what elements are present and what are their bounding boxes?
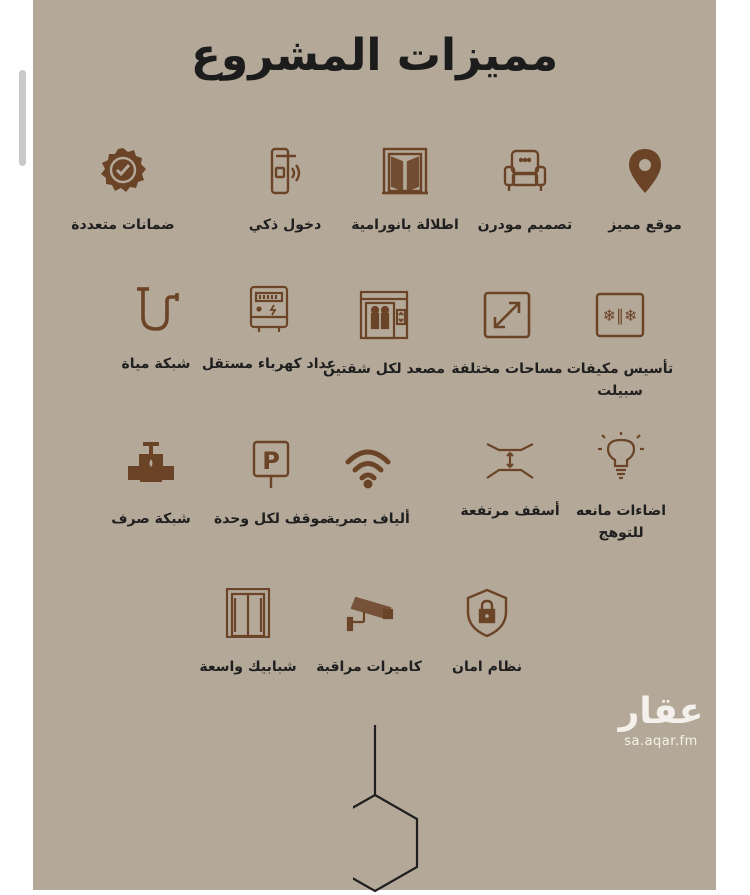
elevator-icon [359, 290, 409, 340]
scrollbar[interactable] [19, 70, 26, 166]
electric-meter-icon [244, 285, 294, 335]
guarantee-badge-icon [98, 146, 148, 196]
smart-lock-icon [260, 146, 310, 196]
security-shield-icon [462, 588, 512, 638]
lightbulb-icon [596, 432, 646, 482]
aqar-watermark [605, 690, 717, 749]
split-ac-icon [595, 290, 645, 340]
parking-sign-icon [246, 440, 296, 490]
svg-text:❄∥❄: ❄∥❄ [602, 306, 638, 325]
window-icon [380, 146, 430, 196]
resize-arrow-icon [482, 290, 532, 340]
sliding-window-icon [223, 588, 273, 638]
hexagon-pendant-decoration [353, 725, 453, 895]
water-pipe-icon [131, 285, 181, 335]
watermark-logo-text: عقار [618, 691, 704, 732]
features-poster: مميزات المشروع موقع مميز تصميم مودرن اطلالة بانورامية دخول ذكي ضمانات متعددة ❄∥❄ تأسيس مكيفات سبيلت مساحات مختلفة مصعد لكل شقتين عداد كهرباء مستقل شبكة مياة اضاءات مانعه للتوهج أسقف مرتفعة ألياف بصرية P موقف لكل وحدة شبكة صرف نظام امان كاميرات مراقبة شبابيك واسعة عقار sa.aqar.fm [33, 0, 716, 890]
svg-text:P: P [262, 447, 280, 475]
sewage-valve-icon [126, 440, 176, 490]
ceiling-height-icon [485, 432, 535, 482]
wifi-icon [343, 440, 393, 490]
page-title: مميزات المشروع [190, 30, 559, 81]
location-pin-icon [620, 146, 670, 196]
watermark-url: sa.aqar.fm [624, 734, 698, 749]
armchair-icon [500, 146, 550, 196]
security-camera-icon [344, 588, 394, 638]
